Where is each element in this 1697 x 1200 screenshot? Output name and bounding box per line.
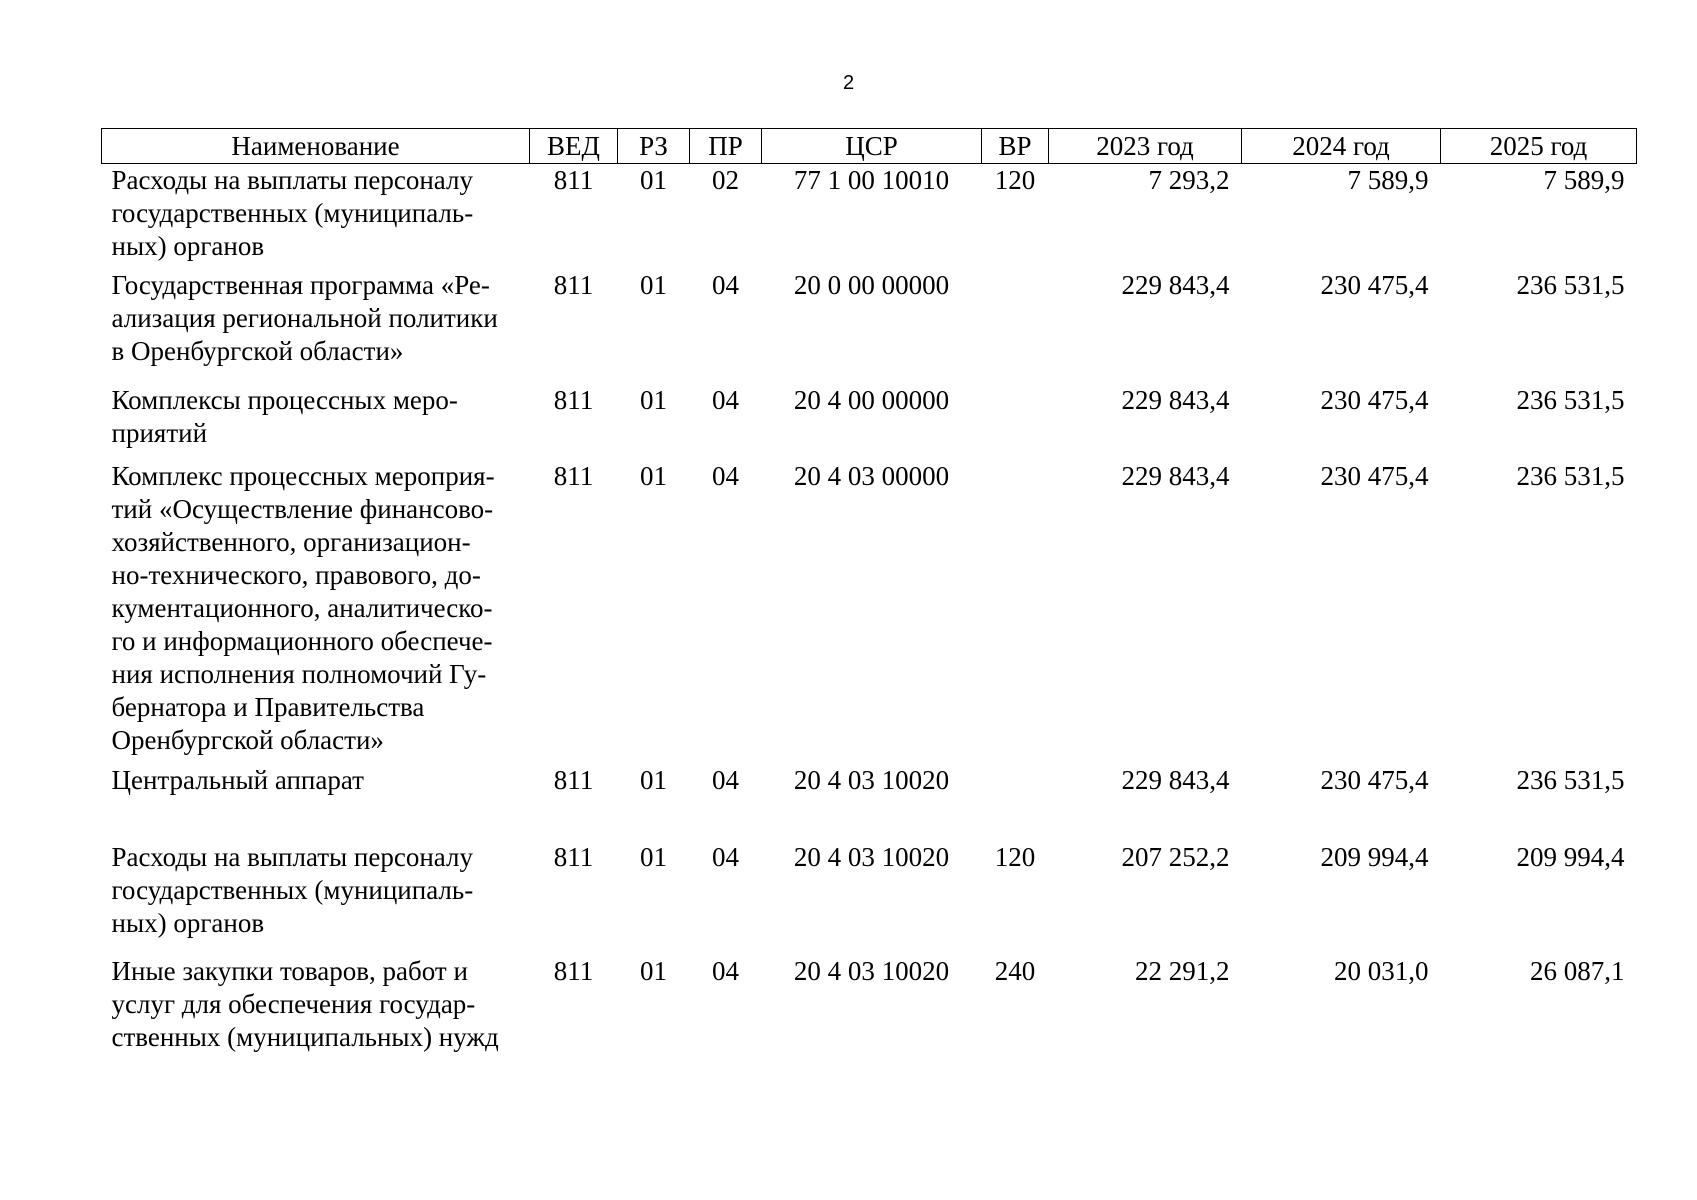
row-name-cell bbox=[102, 460, 530, 764]
row-rz: 01 bbox=[640, 269, 667, 300]
row-name: Комплексы процессных меро- приятий bbox=[111, 384, 458, 448]
row-ved: 811 bbox=[553, 384, 594, 415]
row-csr: 77 1 00 10010 bbox=[793, 165, 950, 195]
row-name: Центральный аппарат bbox=[111, 764, 364, 795]
header-2025: 2025 год bbox=[1441, 129, 1637, 164]
row-amount-2024: 230 475,4 bbox=[1320, 269, 1429, 300]
row-rz: 01 bbox=[640, 955, 667, 986]
row-csr: 20 4 03 10020 bbox=[793, 955, 950, 986]
row-csr: 20 0 00 00000 bbox=[793, 269, 950, 300]
table-row bbox=[102, 460, 1637, 764]
row-rz: 01 bbox=[640, 764, 667, 795]
row-name-cell bbox=[102, 269, 530, 384]
row-vr bbox=[982, 460, 1049, 764]
row-amount-2025: 236 531,5 bbox=[1516, 764, 1625, 795]
row-ved: 811 bbox=[553, 764, 594, 795]
table-row bbox=[102, 384, 1637, 460]
row-ved: 811 bbox=[553, 460, 594, 491]
row-name: Иные закупки товаров, работ и услуг для обеспечения государ- ственных (муниципальных) нужд bbox=[111, 955, 499, 1052]
row-csr: 20 4 03 10020 bbox=[793, 764, 950, 795]
row-amount-2024: 20 031,0 bbox=[1334, 955, 1429, 986]
table-header-row bbox=[102, 129, 1637, 164]
row-vr: 120 bbox=[994, 165, 1036, 195]
row-amount-2025: 26 087,1 bbox=[1530, 955, 1625, 986]
header-pr: ПР bbox=[690, 129, 762, 164]
row-amount-2023: 229 843,4 bbox=[1121, 764, 1230, 795]
row-amount-2023: 229 843,4 bbox=[1121, 460, 1230, 491]
row-pr: 04 bbox=[712, 384, 739, 415]
row-vr: 120 bbox=[994, 841, 1036, 872]
row-csr: 20 4 03 00000 bbox=[793, 460, 950, 491]
header-vr: ВР bbox=[982, 129, 1049, 164]
row-amount-2024: 230 475,4 bbox=[1320, 764, 1429, 795]
row-name-cell bbox=[102, 955, 530, 1060]
row-amount-2024: 230 475,4 bbox=[1320, 460, 1429, 491]
row-rz: 01 bbox=[640, 384, 667, 415]
header-2024: 2024 год bbox=[1242, 129, 1441, 164]
row-name: Комплекс процессных мероприя- тий «Осуществление финансово- хозяйственного, организацион- но-технического, правового, до- кументационного, аналитическо- го и информационного обеспече- ния исполнения полномочий Гу- бернатора и Правительства Оренбургской области» bbox=[111, 460, 495, 755]
row-amount-2025: 209 994,4 bbox=[1516, 841, 1625, 872]
budget-table bbox=[101, 128, 1637, 1060]
table-row bbox=[102, 164, 1637, 269]
row-vr: 240 bbox=[994, 955, 1036, 986]
row-amount-2023: 207 252,2 bbox=[1121, 841, 1230, 872]
row-pr: 02 bbox=[712, 165, 739, 195]
row-rz: 01 bbox=[640, 841, 667, 872]
row-ved: 811 bbox=[553, 165, 594, 195]
row-vr bbox=[982, 269, 1049, 384]
row-pr: 04 bbox=[712, 764, 739, 795]
row-amount-2025: 7 589,9 bbox=[1543, 165, 1625, 195]
header-csr: ЦСР bbox=[762, 129, 982, 164]
page-number: 2 bbox=[842, 72, 855, 94]
row-vr bbox=[982, 384, 1049, 460]
row-ved: 811 bbox=[553, 269, 594, 300]
row-vr bbox=[982, 764, 1049, 841]
row-ved: 811 bbox=[553, 955, 594, 986]
row-name-cell bbox=[102, 164, 530, 269]
row-name: Расходы на выплаты персоналу государственных (муниципаль- ных) органов bbox=[111, 841, 474, 938]
header-name: Наименование bbox=[102, 129, 530, 164]
row-name: Государственная программа «Ре- ализация региональной политики в Оренбургской области» bbox=[111, 269, 498, 366]
row-rz: 01 bbox=[640, 460, 667, 491]
row-rz: 01 bbox=[640, 165, 667, 195]
row-name-cell bbox=[102, 764, 530, 841]
row-name-cell bbox=[102, 841, 530, 955]
row-amount-2025: 236 531,5 bbox=[1516, 384, 1625, 415]
row-amount-2023: 7 293,2 bbox=[1148, 165, 1230, 195]
row-name-cell bbox=[102, 384, 530, 460]
row-pr: 04 bbox=[712, 460, 739, 491]
row-amount-2025: 236 531,5 bbox=[1516, 460, 1625, 491]
header-rz: РЗ bbox=[618, 129, 690, 164]
row-pr: 04 bbox=[712, 841, 739, 872]
row-amount-2023: 229 843,4 bbox=[1121, 384, 1230, 415]
row-amount-2024: 209 994,4 bbox=[1320, 841, 1429, 872]
table-row bbox=[102, 764, 1637, 841]
row-amount-2025: 236 531,5 bbox=[1516, 269, 1625, 300]
row-amount-2023: 229 843,4 bbox=[1121, 269, 1230, 300]
row-pr: 04 bbox=[712, 269, 739, 300]
row-csr: 20 4 03 10020 bbox=[793, 841, 950, 872]
row-name: Расходы на выплаты персоналу государственных (муниципаль- ных) органов bbox=[111, 165, 474, 261]
row-ved: 811 bbox=[553, 841, 594, 872]
table-row bbox=[102, 269, 1637, 384]
header-2023: 2023 год bbox=[1049, 129, 1242, 164]
row-csr: 20 4 00 00000 bbox=[793, 384, 950, 415]
row-pr: 04 bbox=[712, 955, 739, 986]
row-amount-2024: 7 589,9 bbox=[1347, 165, 1429, 195]
row-amount-2024: 230 475,4 bbox=[1320, 384, 1429, 415]
row-amount-2023: 22 291,2 bbox=[1135, 955, 1230, 986]
table-row bbox=[102, 841, 1637, 955]
table-row bbox=[102, 955, 1637, 1060]
header-ved: ВЕД bbox=[530, 129, 618, 164]
